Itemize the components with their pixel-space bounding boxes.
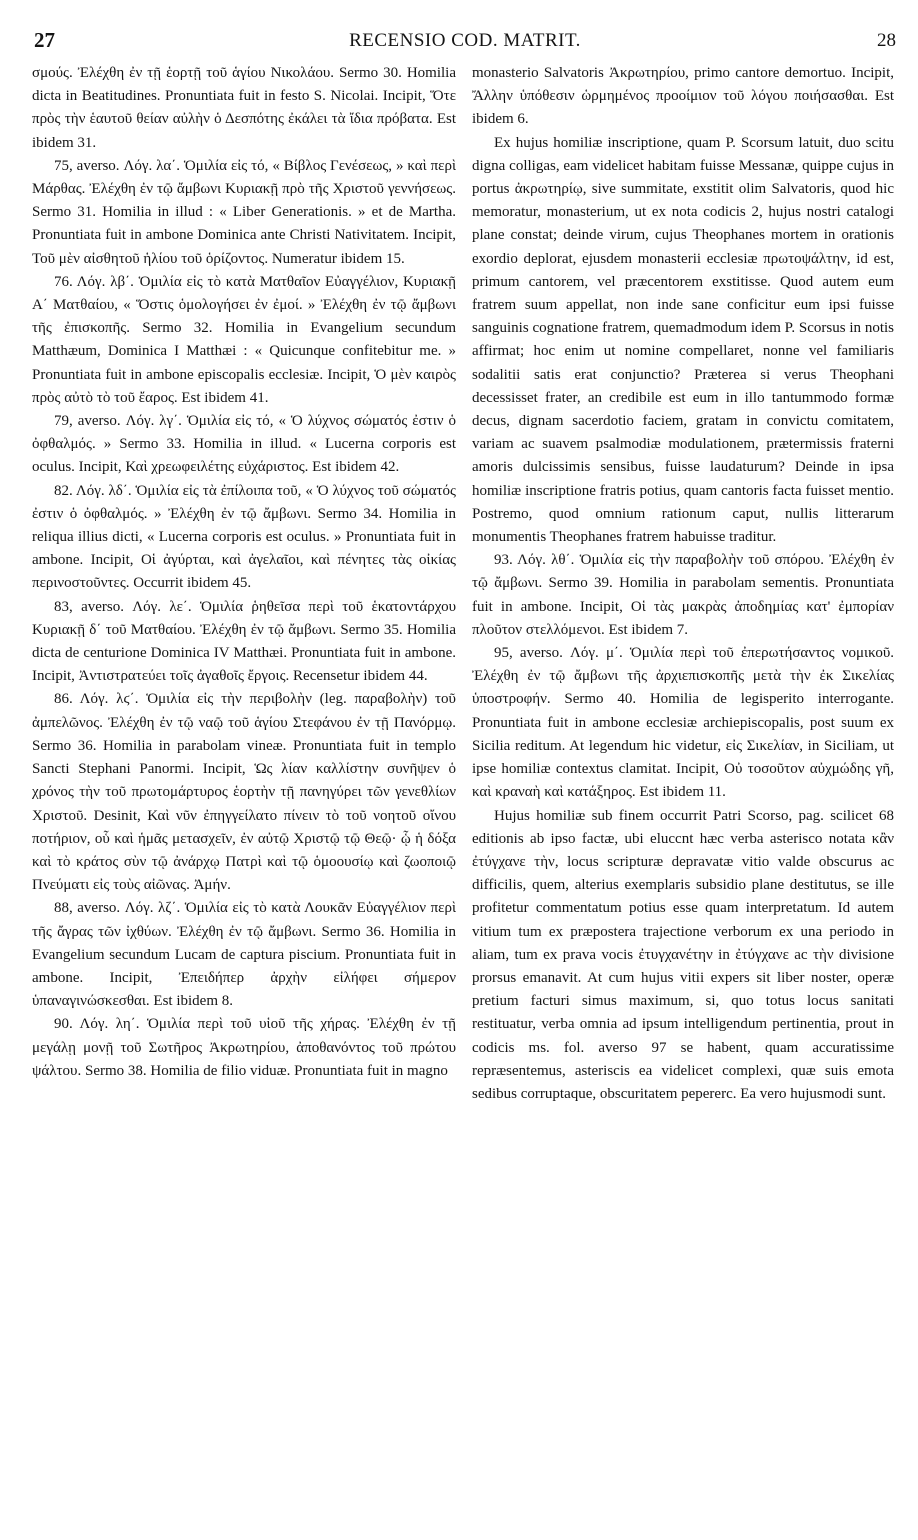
page-number-right: 28 bbox=[877, 30, 896, 51]
paragraph: 83, averso. Λόγ. λε΄. Ὁμιλία ῥηθεῖσα περὶ τοῦ ἑκατοντάρχου Κυριακῇ δ΄ τοῦ Ματθαίου. Ἐλέχθη ἐν τῷ ἄμβωνι. Sermo 35. Homilia dicta de centurione Dominica IV Matthæi. Pronuntiata fuit in ambone. Incipit, Ἀντιστρατεύει τοῖς ἀγαθοῖς ἔργοις. Recensetur ibidem 44. bbox=[32, 598, 456, 685]
left-column bbox=[32, 62, 456, 1516]
paragraph: 75, averso. Λόγ. λα΄. Ὁμιλία εἰς τό, « Βίβλος Γενέσεως, » καὶ περὶ Μάρθας. Ἐλέχθη ἐν τῷ ἄμβωνι Κυριακῇ πρὸ τῆς Χριστοῦ γεννήσεως. Sermo 31. Homilia in illud : « Liber Generationis. » et de Martha. Pronuntiata fuit in ambone Dominica ante Christi Nativitatem. Incipit, Τοῦ μὲν αἰσθητοῦ ἡλίου τοῦ ὁρίζοντος. Numeratur ibidem 15. bbox=[32, 157, 456, 267]
paragraph: 79, averso. Λόγ. λγ΄. Ὁμιλία εἰς τό, « Ὁ λύχνος σώματός ἐστιν ὁ ὀφθαλμός. » Sermo 33. Homilia in illud. « Lucerna corporis est oculus. Incipit, Καὶ χρεωφειλέτης εὐχάριστος. Est ibidem 42. bbox=[32, 413, 456, 476]
running-header bbox=[34, 28, 896, 62]
paragraph: 82. Λόγ. λδ΄. Ὁμιλία εἰς τὰ ἐπίλοιπα τοῦ, « Ὁ λύχνος τοῦ σώματός ἐστιν ὁ ὀφθαλμός. » Ἐλέχθη ἐν τῷ ἄμβωνι. Sermo 34. Homilia in reliqua illius dicti, « Lucerna corporis est oculus. » Pronuntiata fuit in ambone. Incipit, Οἱ ἀγύρται, καὶ ἀγελαῖοι, καὶ πένητες τὰς οἰκίας περινοστοῦντες. Occurrit ibidem 45. bbox=[32, 482, 456, 592]
paragraph: 76. Λόγ. λβ΄. Ὁμιλία εἰς τὸ κατὰ Ματθαῖον Εὐαγγέλιον, Κυριακῇ Α΄ Ματθαίου, « Ὅστις ὁμολογήσει ἐν ἐμοί. » Ἐλέχθη ἐν τῷ ἄμβωνι τῆς ἐπισκοπῆς. Sermo 32. Homilia in Evangelium secundum Matthæum, Dominica I Matthæi : « Quicunque confitebitur me. » Pronuntiata fuit in ambone episcopalis ecclesiæ. Incipit, Ὁ μὲν καιρὸς πρὸς αὐτὸ τὸ τοῦ ἔαρος. Est ibidem 41. bbox=[32, 273, 456, 406]
paragraph: σμούς. Ἐλέχθη ἐν τῇ ἑορτῇ τοῦ ἁγίου Νικολάου. Sermo 30. Homilia dicta in Beatitudines. Pronuntiata fuit in festo S. Nicolai. Incipit, Ὅτε πρὸς τὴν ἑαυτοῦ θείαν αὐλὴν ὁ Δεσπότης ἐκάλει τὰ ἴδια πρόβατα. Est ibidem 31. bbox=[32, 65, 456, 151]
paragraph: Hujus homiliæ sub finem occurrit Patri Scorso, pag. scilicet 68 editionis ab ipso factæ, ubi eluccnt hæc verba asterisco notata κἂν ἐτύγχανε τὴν, locus scripturæ depravatæ vitio valde obscurus ac difficilis, quem, alterius exemplaris subsidio plane destitutus, se ille profitetur commentatum potius esse quam interpretatum. Id autem vitium tum ex præpostera trajectione verborum ex una periodo in aliam, tum ex prava vocis ἐτυγχανέτην in ἐτύγχανε ac τὴν divisione prorsus emanavit. At cum hujus vitii expers sit liber noster, operæ pretium facturi simus maximum, si, quo totus locus sanitati restituatur, verba omnia ad ipsum intelligendum pertinentia, prout in codicis ms. fol. averso 97 se habent, quam accuratissime repræsentemus, asteriscis ea videlicet complexi, quæ suis emota sedibus corruptaque, obscuritatem pepererc. Ea vero hujusmodi sunt. bbox=[472, 807, 894, 1102]
running-title: RECENSIO COD. MATRIT. bbox=[349, 30, 581, 51]
paragraph: 93. Λόγ. λθ΄. Ὁμιλία εἰς τὴν παραβολὴν τοῦ σπόρου. Ἐλέχθη ἐν τῷ ἄμβωνι. Sermo 39. Homilia in parabolam sementis. Pronuntiata fuit in ambone. Incipit, Οἱ τὰς μακρὰς ἀποδημίας κατ' ἐμπορίαν πλοῦτον στελλόμενοι. Est ibidem 7. bbox=[472, 552, 894, 638]
paragraph: 86. Λόγ. λϛ΄. Ὁμιλία εἰς τὴν περιβολὴν (leg. παραβολὴν) τοῦ ἀμπελῶνος. Ἐλέχθη ἐν τῷ ναῷ τοῦ ἁγίου Στεφάνου ἐν τῇ Πανόρμῳ. Sermo 36. Homilia in parabolam vineæ. Pronuntiata fuit in templo Sancti Stephani Panormi. Incipit, Ὡς λίαν καλλίστην συνῆψεν ὁ χρόνος τὴν τοῦ πρωτομάρτυρος ἑορτὴν τῇ πανηγύρει τῶν γενεθλίων Χριστοῦ. Desinit, Καὶ νῦν ἐπηγγείλατο πίνειν τὸ τοῦ νοητοῦ οἴνου ποτήριον, οὗ καὶ ἡμᾶς μετασχεῖν, ἐν αὐτῷ Χριστῷ τῷ Θεῷ· ᾧ ἡ δόξα καὶ τὸ κράτος σὺν τῷ ἀνάρχῳ Πατρὶ καὶ τῷ ὁμοουσίῳ καὶ ζωοποιῷ Πνεύματι εἰς τοὺς αἰῶνας. Ἀμήν. bbox=[32, 691, 456, 894]
paragraph: 88, averso. Λόγ. λζ΄. Ὁμιλία εἰς τὸ κατὰ Λουκᾶν Εὐαγγέλιον περὶ τῆς ἄγρας τῶν ἰχθύων. Ἐλέχθη ἐν τῷ ἄμβωνι. Sermo 36. Homilia in Evangelium secundum Lucam de captura piscium. Pronuntiata fuit in ambone. Incipit, Ἐπειδήπερ ἀρχὴν εἰλήφει σήμερον ὑπαναγινώσκεσθαι. Est ibidem 8. bbox=[32, 900, 456, 1010]
page-number-left: 27 bbox=[34, 28, 55, 52]
right-column bbox=[472, 62, 894, 1516]
paragraph: 90. Λόγ. λη΄. Ὁμιλία περὶ τοῦ υἱοῦ τῆς χήρας. Ἐλέχθη ἐν τῇ μεγάλῃ μονῇ τοῦ Σωτῆρος Ἀκρωτηρίου, ἀποθανόντος τοῦ πρώτου ψάλτου. Sermo 38. Homilia de filio viduæ. Pronuntiata fuit in magno bbox=[32, 1016, 456, 1079]
paragraph: monasterio Salvatoris Ἀκρωτηρίου, primo cantore demortuo. Incipit, Ἄλλην ὑπόθεσιν ὡρμημένος προοίμιον τοῦ λόγου ποιήσασθαι. Est ibidem 6. bbox=[472, 65, 894, 128]
paragraph: 95, averso. Λόγ. μ΄. Ὁμιλία περὶ τοῦ ἐπερωτήσαντος νομικοῦ. Ἐλέχθη ἐν τῷ ἄμβωνι τῆς ἀρχιεπισκοπῆς μετὰ τὴν ἐκ Σικελίας ὑποστροφήν. Sermo 40. Homilia de legisperito interrogante. Pronuntiata fuit in ambone ecclesiæ archiepiscopalis, post suum ex Sicilia reditum. At legendum hic videtur, εἰς Σικελίαν, in Siciliam, ut ipse homiliæ contextus clamitat. Incipit, Οὐ τοσοῦτον αὐχμώδης γῆ, καὶ κραναὴ καὶ κατάξηρος. Est ibidem 11. bbox=[472, 645, 894, 801]
paragraph: Ex hujus homiliæ inscriptione, quam P. Scorsum latuit, duo scitu digna colligas, eam videlicet habitam fuisse Messanæ, quippe cujus in portus ἀκρωτηρίῳ, sive summitate, exstitit olim Salvatoris, quod hic memoratur, monasterium, ut ex nota codicis 2, hujus nostri catalogi plane constat; deinde virum, cujus Theophanes mortem in orationis exordio deplorat, ejusdem monasterii ecclesiæ πρωτοψάλτην, id est, primum cantorem, vel præcentorem exstitisse. Quod autem eum fratrem suum appellat, non inde sane conficitur eum ipsi fuisse sanguinis cognatione fratrem, quemadmodum idem P. Scorsus in notis affirmat; hoc enim ut nomine compellaret, nonne vel familiaris sodalitii satis erat conjunctio? Præterea si verus Theophani decessisset frater, an credibile est eum in illo tantummodo formæ decus, dignam sacerdotio faciem, gratam in convictu comitatem, variam ac suavem psalmodiæ modulationem, prætermissis fraterni amoris dulcissimis sensibus, fuisse laudaturum? Deinde in ipsa homiliæ inscriptione fratris potius, quam cantoris facta fuisset mentio. Postremo, quod omnium rationum caput, nullis litterarum monumentis Theophanes fratrem habuisse traditur. bbox=[472, 134, 894, 546]
